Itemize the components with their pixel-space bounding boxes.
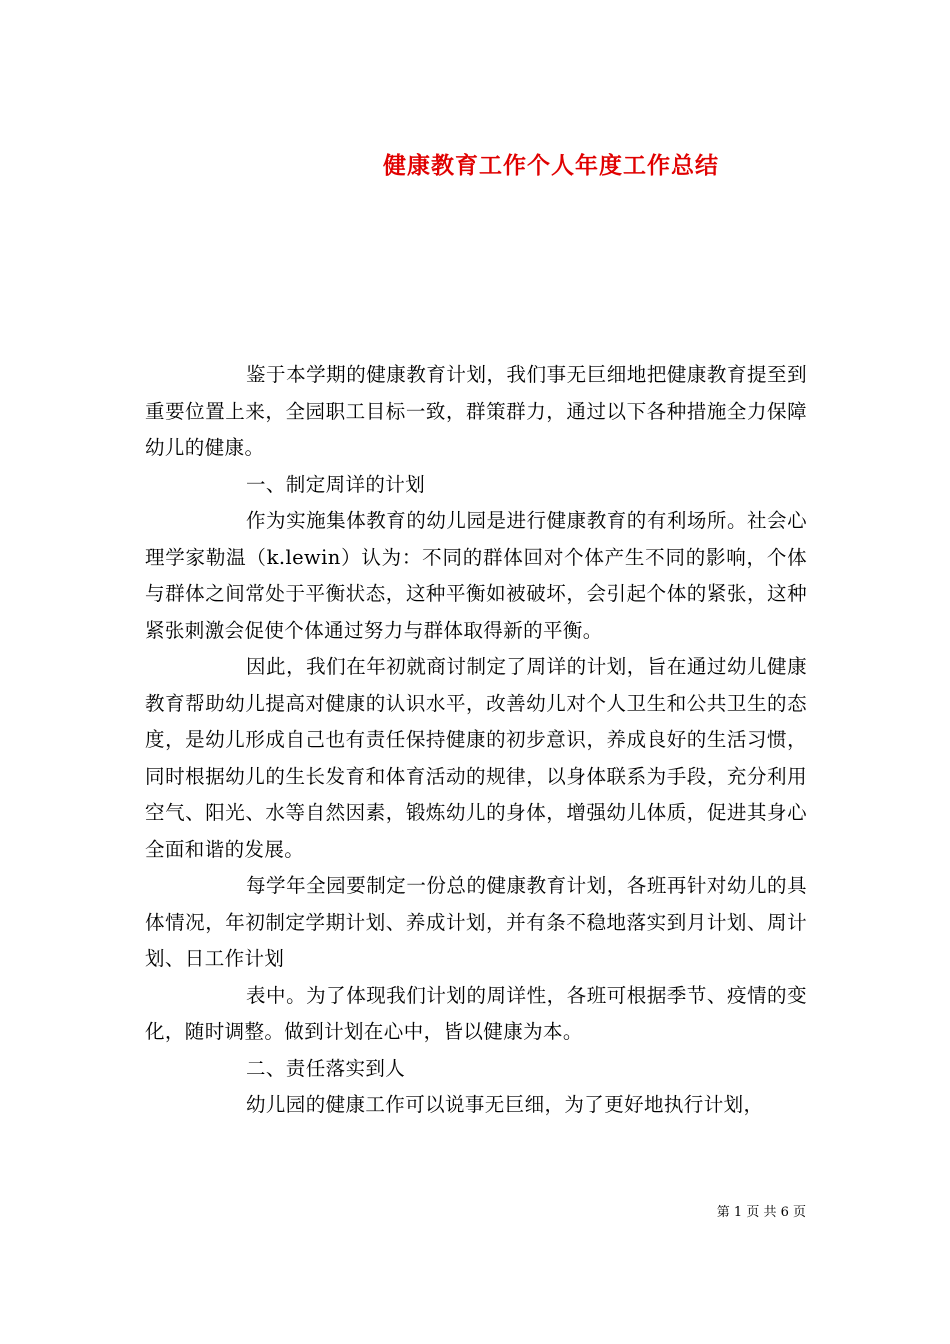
paragraph-intro: 鉴于本学期的健康教育计划，我们事无巨细地把健康教育提至到重要位置上来，全园职工目标一致，群策群力，通过以下各种措施全力保障幼儿的健康。 <box>145 363 807 459</box>
paragraph-2: 因此，我们在年初就商讨制定了周详的计划，旨在通过幼儿健康教育帮助幼儿提高对健康的认识水平，改善幼儿对个人卫生和公共卫生的态度，是幼儿形成自己也有责任保持健康的初步意识，养成良好的生活习惯，同时根据幼儿的生长发育和体育活动的规律，以身体联系为手段，充分利用空气、阳光、水等自然因素，锻炼幼儿的身体，增强幼儿体质，促进其身心全面和谐的发展。 <box>145 655 807 861</box>
paragraph-4: 表中。为了体现我们计划的周详性，各班可根据季节、疫情的变化，随时调整。做到计划在心中，皆以健康为本。 <box>145 983 807 1043</box>
paragraph-5: 幼儿园的健康工作可以说事无巨细，为了更好地执行计划， <box>246 1093 764 1116</box>
paragraph-3: 每学年全园要制定一份总的健康教育计划，各班再针对幼儿的具体情况，年初制定学期计划、养成计划，并有条不稳地落实到月计划、周计划、日工作计划 <box>145 874 807 970</box>
page-number: 第 1 页 共 6 页 <box>716 1205 806 1220</box>
page-title: 健康教育工作个人年度工作总结 <box>383 152 719 180</box>
section-heading-2: 二、责任落实到人 <box>246 1056 406 1080</box>
document-body <box>145 357 807 1124</box>
paragraph-1: 作为实施集体教育的幼儿园是进行健康教育的有利场所。社会心理学家勒温（k.lewin）认为：不同的群体回对个体产生不同的影响，个体与群体之间常处于平衡状态，这种平衡如被破坏，会引起个体的紧张，这种紧张刺激会促使个体通过努力与群体取得新的平衡。 <box>145 509 807 642</box>
section-heading-1: 一、制定周详的计划 <box>246 472 426 496</box>
